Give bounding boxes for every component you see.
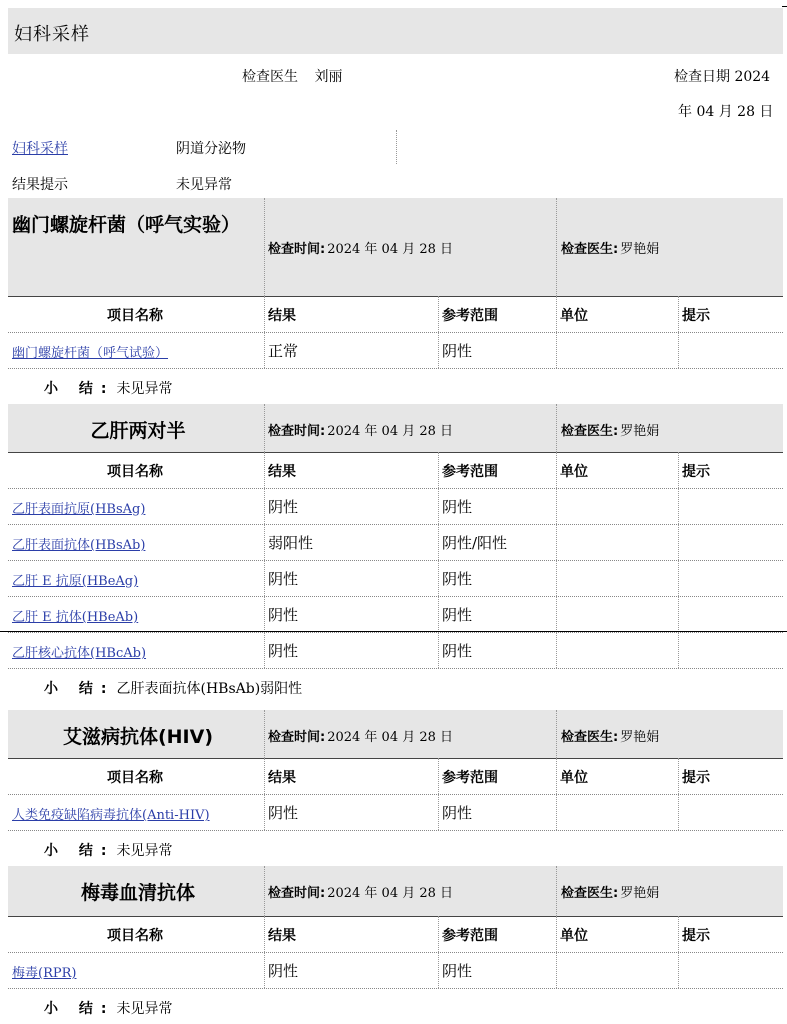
header-divider xyxy=(556,710,557,758)
exam-doctor-label: 检查医生: xyxy=(561,242,619,257)
item-reference: 阴性 xyxy=(442,804,473,822)
date-info xyxy=(674,66,770,86)
page-corner-mark xyxy=(782,6,787,7)
section-exam-doctor xyxy=(561,882,659,901)
col-header-ref: 参考范围 xyxy=(442,928,498,944)
exam-time-value: 2024 年 04 月 28 日 xyxy=(327,242,454,257)
col-header-hint: 提示 xyxy=(682,770,710,786)
doctor-info xyxy=(242,66,342,86)
exam-time-label: 检查时间: xyxy=(268,242,326,257)
date-rest: 年 04 月 28 日 xyxy=(678,104,774,120)
col-header-name: 项目名称 xyxy=(107,308,163,324)
page-title-bar xyxy=(8,8,783,54)
summary-label: 小 结: xyxy=(44,1001,115,1017)
col-header-unit: 单位 xyxy=(560,928,588,944)
gyn-divider xyxy=(396,130,397,164)
col-header-unit: 单位 xyxy=(560,770,588,786)
item-name-link[interactable]: 人类免疫缺陷病毒抗体(Anti-HIV) xyxy=(12,808,210,823)
col-header-ref: 参考范围 xyxy=(442,464,498,480)
exam-doctor-name: 罗艳娟 xyxy=(620,242,660,257)
table-divider xyxy=(556,758,557,830)
item-reference: 阴性 xyxy=(442,606,473,624)
section-title: 艾滋病抗体(HIV) xyxy=(62,726,214,748)
section-exam-time xyxy=(268,420,453,439)
item-result: 阴性 xyxy=(268,570,299,588)
item-result: 正常 xyxy=(268,342,299,360)
item-name-link[interactable]: 梅毒(RPR) xyxy=(12,966,77,981)
table-divider xyxy=(264,452,265,668)
item-result: 阴性 xyxy=(268,498,299,516)
section-summary xyxy=(44,998,172,1018)
exam-doctor-name: 罗艳娟 xyxy=(620,730,660,745)
exam-time-value: 2024 年 04 月 28 日 xyxy=(327,886,454,901)
item-result: 阴性 xyxy=(268,606,299,624)
summary-text: 未见异常 xyxy=(116,381,173,397)
item-reference: 阴性 xyxy=(442,962,473,980)
item-name-link[interactable]: 乙肝核心抗体(HBcAb) xyxy=(12,646,147,661)
gyn-result-value: 未见异常 xyxy=(176,177,232,193)
header-divider xyxy=(556,198,557,296)
section-title: 梅毒血清抗体 xyxy=(80,882,195,904)
item-result: 弱阳性 xyxy=(268,534,314,552)
table-row xyxy=(8,952,783,989)
header-divider xyxy=(264,198,265,296)
section-exam-time xyxy=(268,882,453,901)
col-header-result: 结果 xyxy=(268,770,296,786)
col-header-ref: 参考范围 xyxy=(442,770,498,786)
item-name-link[interactable]: 乙肝 E 抗体(HBeAb) xyxy=(12,610,139,625)
gyn-result-label: 结果提示 xyxy=(12,177,68,193)
col-header-name: 项目名称 xyxy=(107,770,163,786)
date-label: 检查日期 xyxy=(674,69,730,85)
summary-text: 未见异常 xyxy=(116,843,173,859)
col-header-hint: 提示 xyxy=(682,464,710,480)
table-divider xyxy=(678,296,679,368)
col-header-result: 结果 xyxy=(268,308,296,324)
exam-doctor-label: 检查医生: xyxy=(561,886,619,901)
section-exam-doctor xyxy=(561,726,659,745)
table-divider xyxy=(264,916,265,988)
summary-label: 小 结: xyxy=(44,381,115,397)
table-divider xyxy=(678,452,679,668)
table-divider xyxy=(438,758,439,830)
gyn-item-value: 阴道分泌物 xyxy=(176,141,246,157)
table-divider xyxy=(556,296,557,368)
item-result: 阴性 xyxy=(268,962,299,980)
col-header-name: 项目名称 xyxy=(107,928,163,944)
exam-doctor-name: 罗艳娟 xyxy=(620,886,660,901)
col-header-unit: 单位 xyxy=(560,464,588,480)
header-divider xyxy=(556,866,557,916)
table-divider xyxy=(556,916,557,988)
header-divider xyxy=(264,710,265,758)
section-summary xyxy=(44,678,302,698)
doctor-label: 检查医生 xyxy=(242,69,298,85)
section-exam-time xyxy=(268,238,453,257)
table-divider xyxy=(438,296,439,368)
col-header-result: 结果 xyxy=(268,464,296,480)
section-summary xyxy=(44,840,172,860)
summary-text: 乙肝表面抗体(HBsAb)弱阳性 xyxy=(116,681,303,697)
gyn-item-link[interactable]: 妇科采样 xyxy=(12,141,68,157)
doctor-name: 刘丽 xyxy=(314,69,343,85)
header-divider xyxy=(264,404,265,452)
table-divider xyxy=(438,452,439,668)
page-title: 妇科采样 xyxy=(14,24,90,45)
table-divider xyxy=(264,758,265,830)
col-header-result: 结果 xyxy=(268,928,296,944)
item-reference: 阴性 xyxy=(442,570,473,588)
exam-doctor-name: 罗艳娟 xyxy=(620,424,660,439)
col-header-hint: 提示 xyxy=(682,308,710,324)
exam-time-label: 检查时间: xyxy=(268,424,326,439)
item-reference: 阴性 xyxy=(442,642,473,660)
section-exam-doctor xyxy=(561,238,659,257)
item-name-link[interactable]: 乙肝 E 抗原(HBeAg) xyxy=(12,574,139,589)
table-divider xyxy=(438,916,439,988)
item-name-link[interactable]: 乙肝表面抗体(HBsAb) xyxy=(12,538,146,553)
col-header-hint: 提示 xyxy=(682,928,710,944)
summary-label: 小 结: xyxy=(44,681,115,697)
header-divider xyxy=(556,404,557,452)
col-header-unit: 单位 xyxy=(560,308,588,324)
col-header-ref: 参考范围 xyxy=(442,308,498,324)
section-title: 乙肝两对半 xyxy=(90,420,186,442)
exam-time-label: 检查时间: xyxy=(268,886,326,901)
table-divider xyxy=(678,758,679,830)
exam-time-value: 2024 年 04 月 28 日 xyxy=(327,424,454,439)
item-name-link[interactable]: 幽门螺旋杆菌（呼气试验） xyxy=(12,346,169,361)
section-title: 幽门螺旋杆菌（呼气实验） xyxy=(12,214,241,236)
section-summary xyxy=(44,378,172,398)
item-result: 阴性 xyxy=(268,642,299,660)
header-divider xyxy=(264,866,265,916)
section-exam-time xyxy=(268,726,453,745)
exam-doctor-label: 检查医生: xyxy=(561,730,619,745)
table-divider xyxy=(264,296,265,368)
item-reference: 阴性/阳性 xyxy=(442,534,508,552)
item-name-link[interactable]: 乙肝表面抗原(HBsAg) xyxy=(12,502,146,517)
table-divider xyxy=(678,916,679,988)
summary-label: 小 结: xyxy=(44,843,115,859)
exam-time-label: 检查时间: xyxy=(268,730,326,745)
page-break-line xyxy=(0,631,787,632)
item-reference: 阴性 xyxy=(442,342,473,360)
item-reference: 阴性 xyxy=(442,498,473,516)
date-year: 2024 xyxy=(734,69,771,85)
section-exam-doctor xyxy=(561,420,659,439)
summary-text: 未见异常 xyxy=(116,1001,173,1017)
col-header-name: 项目名称 xyxy=(107,464,163,480)
exam-doctor-label: 检查医生: xyxy=(561,424,619,439)
exam-time-value: 2024 年 04 月 28 日 xyxy=(327,730,454,745)
item-result: 阴性 xyxy=(268,804,299,822)
table-divider xyxy=(556,452,557,668)
